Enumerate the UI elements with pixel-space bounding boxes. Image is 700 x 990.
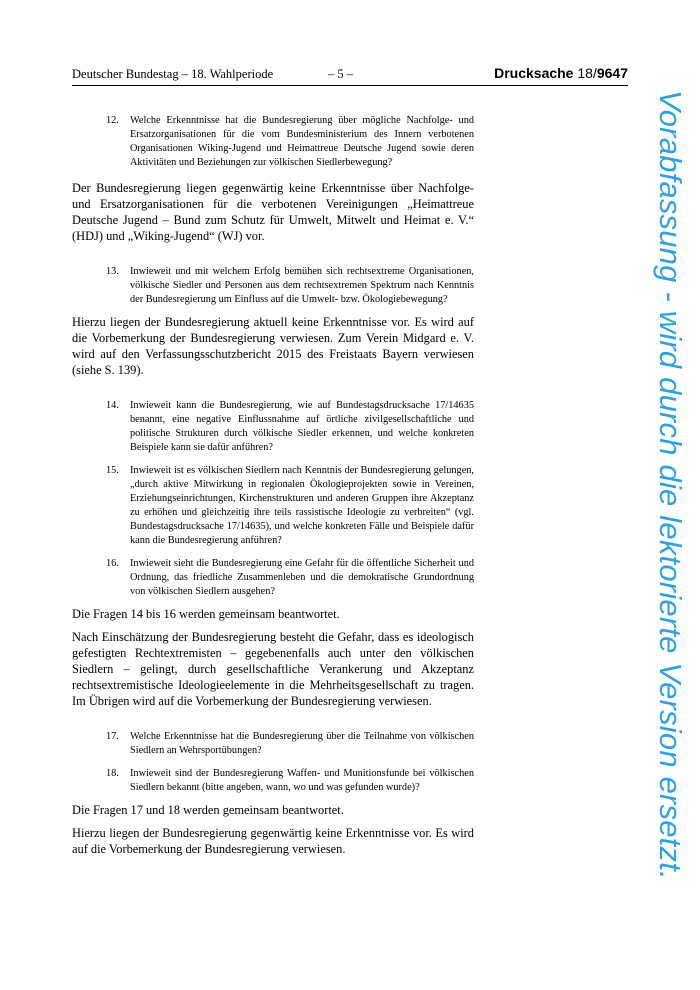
question-number: 14. <box>106 400 119 411</box>
question-14 <box>72 399 474 455</box>
document-label: Drucksache <box>494 65 574 81</box>
answer-13: Hierzu liegen der Bundesregierung aktuell keine Erkenntnisse vor. Es wird auf die Vorbemerkung der Bundesregierung verwiesen. Zum Verein Midgard e. V. wird auf den Verfassungsschutzbericht 2015 des Freistaats Bayern verwiesen (siehe S. 139). <box>72 315 474 377</box>
answer-17-18: Hierzu liegen der Bundesregierung gegenwärtig keine Erkenntnisse vor. Es wird auf die Vorbemerkung der Bundesregierung verwiesen. <box>72 826 474 856</box>
answer-17-18-intro: Die Fragen 17 und 18 werden gemeinsam beantwortet. <box>72 803 344 817</box>
document-id: 9647 <box>596 65 628 81</box>
question-number: 18. <box>106 768 119 779</box>
question-text: Inwieweit sind der Bundesregierung Waffen- und Munitionsfunde bei völkischen Siedlern bekannt (bitte angeben, wann, wo und was gefunden wurde)? <box>130 768 474 793</box>
page-number: – 5 – <box>328 67 353 81</box>
question-15 <box>72 464 474 548</box>
question-number: 17. <box>106 731 119 742</box>
question-text: Welche Erkenntnisse hat die Bundesregierung über die Teilnahme von völkischen Siedlern an Wehrsportübungen? <box>130 731 474 756</box>
document-prefix: 18/ <box>577 65 597 81</box>
question-16 <box>72 557 474 599</box>
document-number <box>494 65 628 81</box>
question-13 <box>72 265 474 307</box>
question-number: 12. <box>106 115 119 126</box>
answer-14-16: Nach Einschätzung der Bundesregierung besteht die Gefahr, dass es ideologisch gefestigten Rechtextremisten – gegebenenfalls auch unter den völkischen Siedlern – gelingt, durch gesellschaftliche Verankerung und Akzeptanz rechtsextremistische Ideologieelemente in die Mehrheitsgesellschaft zu tragen. Im Übrigen wird auf die Vorbemerkung der Bundesregierung verwiesen. <box>72 630 474 708</box>
answer-12: Der Bundesregierung liegen gegenwärtig keine Erkenntnisse über Nachfolge- und Ersatzorganisationen für die verbotenen Vereinigungen „Heimattreue Deutsche Jugend – Bund zum Schutz für Umwelt, Mitwelt und Heimat e. V.“ (HDJ) und „Wiking-Jugend“ (WJ) vor. <box>72 181 474 243</box>
question-text: Inwieweit ist es völkischen Siedlern nach Kenntnis der Bundesregierung gelungen, „durch aktive Mitwirkung in regionalen Ökologieprojekten sowie in Vereinen, Erziehungseinrichtungen, Kirchenstrukturen und anderen Gruppen ihre Akzeptanz zu erhöhen und gleichzeitig ihre teils rassistische Ideologie zu verbreiten“ (vgl. Bundestagsdrucksache 17/14635), und welche konkreten Fälle und Beispiele dafür kann die Bundesregierung anführen? <box>130 465 474 546</box>
question-text: Welche Erkenntnisse hat die Bundesregierung über mögliche Nachfolge- und Ersatzorganisationen für die vom Bundesministerium des Innern verbotenen Organisationen Wiking-Jugend und Heimattreue Deutsche Jugend sowie deren Aktivitäten und Beziehungen zur völkischen Siedlerbewegung? <box>130 115 474 168</box>
question-number: 15. <box>106 465 119 476</box>
question-text: Inwieweit und mit welchem Erfolg bemühen sich rechtsextreme Organisationen, völkische Siedler und Personen aus dem rechtsextremen Spektrum nach Kenntnis der Bundesregierung um Einfluss auf die Umwelt- bzw. Ökologiebewegung? <box>130 266 474 305</box>
draft-watermark: Vorabfassung - wird durch die lektorierte Version ersetzt. <box>653 90 688 880</box>
question-18 <box>72 767 474 795</box>
page-header <box>72 65 628 86</box>
document-body <box>72 114 474 857</box>
question-number: 16. <box>106 558 119 569</box>
question-text: Inwieweit sieht die Bundesregierung eine Gefahr für die öffentliche Sicherheit und Ordnung, das friedliche Zusammenleben und die demokratische Grundordnung von völkischen Siedlern ausgehen? <box>130 558 474 597</box>
question-text: Inwieweit kann die Bundesregierung, wie auf Bundestagsdrucksache 17/14635 benannt, eine negative Einflussnahme auf örtliche zivilgesellschaftliche und politische Strukturen durch völkische Siedler erkennen, und welche konkreten Beispiele kann sie dafür anführen? <box>130 400 474 453</box>
question-number: 13. <box>106 266 119 277</box>
question-17 <box>72 730 474 758</box>
answer-14-16-intro: Die Fragen 14 bis 16 werden gemeinsam beantwortet. <box>72 607 340 621</box>
question-12 <box>72 114 474 170</box>
header-publication: Deutscher Bundestag – 18. Wahlperiode <box>72 67 274 81</box>
